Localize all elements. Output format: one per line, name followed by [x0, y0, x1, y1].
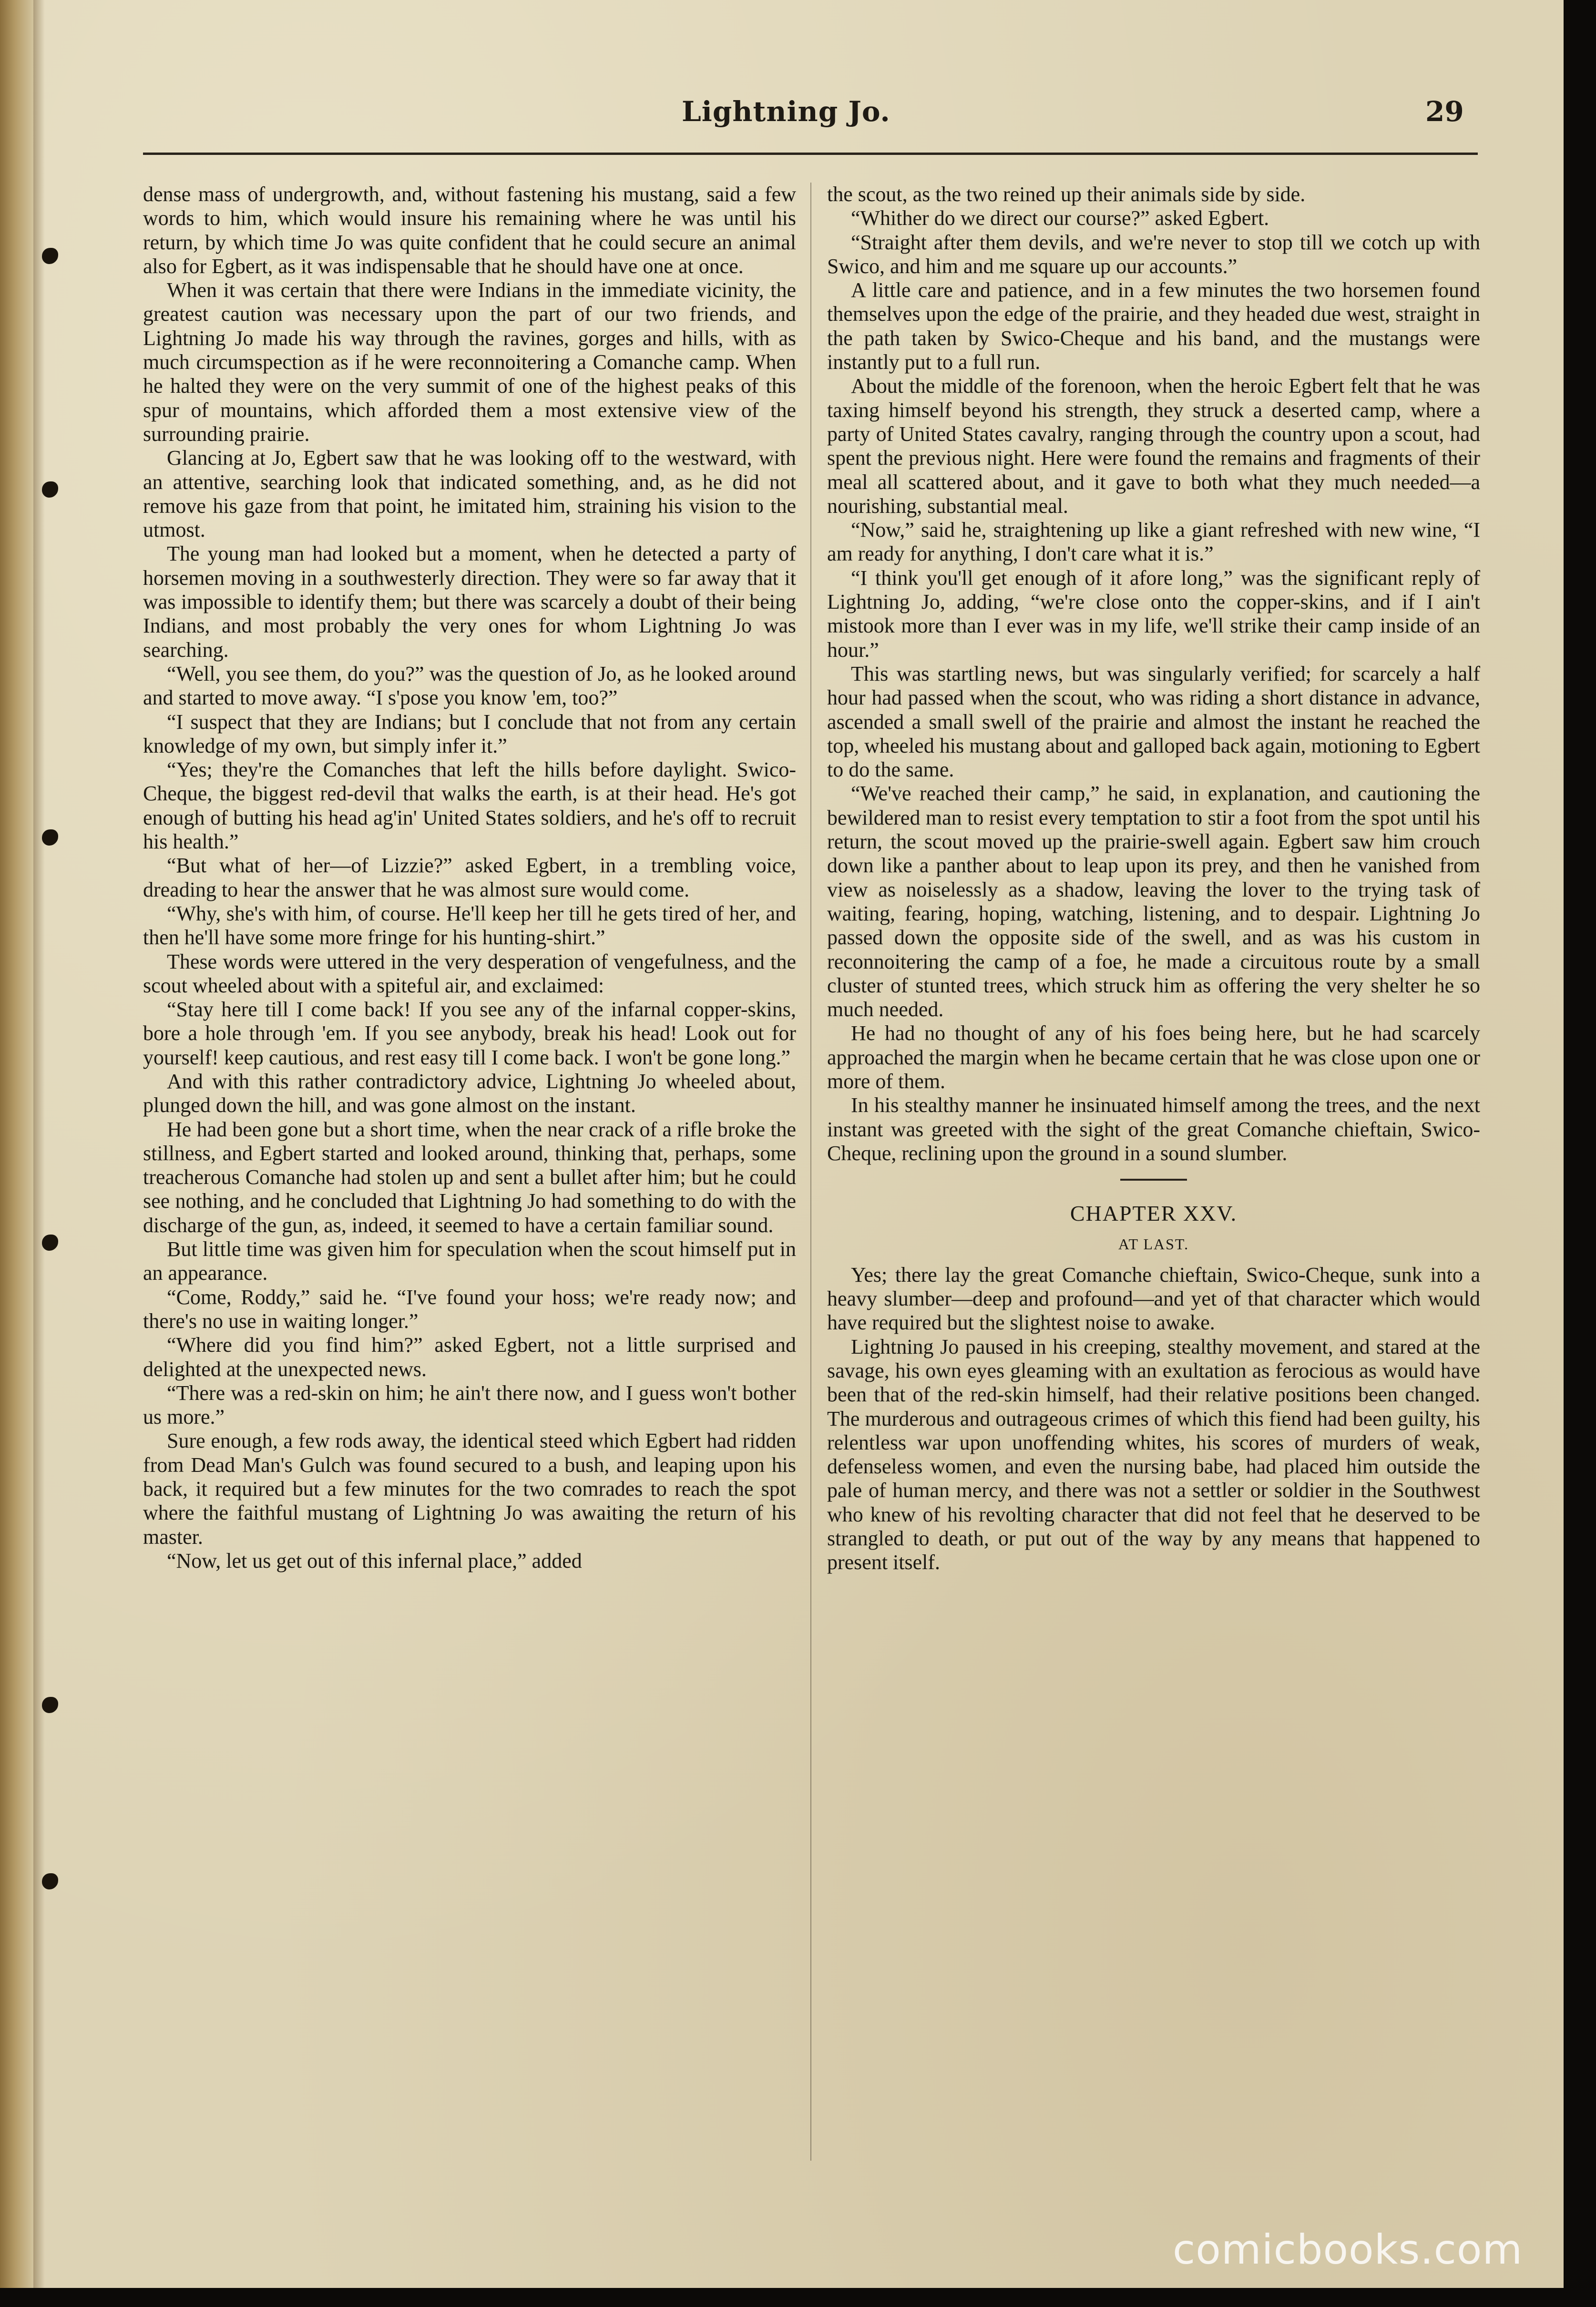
left-column [143, 183, 796, 2151]
paragraph: “We've reached their camp,” he said, in explanation, and cautioning the bewildered man to resist every temptation to stir a foot from the spot until his return, the scout moved up the prairie-swell again. Egbert saw him crouch down like a panther about to leap upon its prey, and then he vanished from view as noiselessly as a shadow, leaving the lover to the trying task of waiting, fearing, hoping, watching, listening, and to despair. Lightning Jo passed down the opposite side of the swell, and as was his custom in reconnoitering the camp of a foe, he made a circuitous route by a small cluster of stunted trees, which struck him as offering the very shelter he so much needed. [827, 782, 1480, 1021]
paragraph: dense mass of undergrowth, and, without fastening his mustang, said a few words to him, which would insure his remaining where he was until his return, by which time Jo was quite confident that he could secure an animal also for Egbert, as it was indispensable that he should have one at once. [143, 183, 796, 278]
paragraph: The young man had looked but a moment, when he detected a party of horsemen moving in a southwesterly direction. They were so far away that it was impossible to identify them; but there was scarcely a doubt of their being Indians, and most probably the very ones for whom Lightning Jo was searching. [143, 542, 796, 662]
paragraph: Glancing at Jo, Egbert saw that he was looking off to the westward, with an attentive, searching look that indicated something, and, as he did not remove his gaze from that point, he imitated him, straining his vision to the utmost. [143, 446, 796, 542]
paragraph: “Now,” said he, straightening up like a giant refreshed with new wine, “I am ready for anything, I don't care what it is.” [827, 518, 1480, 566]
column-divider [810, 183, 811, 2161]
section-divider [1120, 1179, 1187, 1181]
chapter-heading: CHAPTER XXV. [1070, 1201, 1238, 1226]
page-number: 29 [1425, 95, 1464, 128]
paragraph: This was startling news, but was singularly verified; for scarcely a half hour had passed when the scout, who was riding a short distance in advance, ascended a small swell of the prairie and almost the instant he reached the top, wheeled his mustang about and galloped back again, motioning to Egbert to do the same. [827, 662, 1480, 782]
binding-shadow [33, 0, 45, 2288]
binding-hole [42, 1873, 58, 1889]
running-title: Lightning Jo. [682, 95, 890, 128]
page-left-edge [0, 0, 33, 2288]
paragraph: He had no thought of any of his foes being here, but he had scarcely approached the margin when he became certain that he was close upon one or more of them. [827, 1021, 1480, 1093]
binding-hole [42, 829, 58, 846]
binding-hole [42, 1697, 58, 1713]
page-header [143, 95, 1478, 148]
paragraph: “But what of her—of Lizzie?” asked Egbert, in a trembling voice, dreading to hear the answer that he was almost sure would come. [143, 854, 796, 901]
paragraph: “Stay here till I come back! If you see any of the infarnal copper-skins, bore a hole through 'em. If you see anybody, break his head! Look out for yourself! keep cautious, and rest easy till I come back. I won't be gone long.” [143, 998, 796, 1069]
paragraph: These words were uttered in the very desperation of vengefulness, and the scout wheeled about with a spiteful air, and exclaimed: [143, 949, 796, 997]
paragraph: About the middle of the forenoon, when the heroic Egbert felt that he was taxing himself beyond his strength, they struck a deserted camp, where a party of United States cavalry, ranging through the country upon a scout, had spent the previous night. Here were found the remains and fragments of their meal all scattered about, and it gave to both what they much needed—a nourishing, substantial meal. [827, 374, 1480, 518]
binding-hole [42, 248, 58, 264]
paragraph: “There was a red-skin on him; he ain't there now, and I guess won't bother us more.” [143, 1381, 796, 1429]
right-column [827, 183, 1480, 2151]
chapter-subtitle: AT LAST. [1118, 1235, 1189, 1253]
paragraph: “Well, you see them, do you?” was the question of Jo, as he looked around and started to move away. “I s'pose you know 'em, too?” [143, 662, 796, 710]
paragraph: Yes; there lay the great Comanche chieftain, Swico-Cheque, sunk into a heavy slumber—deep and profound—and yet of that character which would have required but the slightest noise to awake. [827, 1263, 1480, 1335]
binding-hole [42, 481, 58, 498]
paragraph: Sure enough, a few rods away, the identical steed which Egbert had ridden from Dead Man's Gulch was found secured to a bush, and leaping upon his back, it required but a few minutes for the two comrades to reach the spot where the faithful mustang of Lightning Jo was awaiting the return of his master. [143, 1429, 796, 1549]
paragraph: He had been gone but a short time, when the near crack of a rifle broke the stillness, and Egbert started and looked around, thinking that, perhaps, some treacherous Comanche had stolen up and sent a bullet after him; but he could see nothing, and he concluded that Lightning Jo had something to do with the discharge of the gun, as, indeed, it seemed to have a certain familiar sound. [143, 1117, 796, 1237]
paragraph: A little care and patience, and in a few minutes the two horsemen found themselves upon the edge of the prairie, and they headed due west, straight in the path taken by Swico-Cheque and his band, and the mustangs were instantly put to a full run. [827, 278, 1480, 374]
paragraph: “I think you'll get enough of it afore long,” was the significant reply of Lightning Jo, adding, “we're close onto the copper-skins, and if I ain't mistook more than I ever was in my life, we'll strike their camp inside of an hour.” [827, 566, 1480, 662]
paragraph: “Now, let us get out of this infernal place,” added [167, 1549, 582, 1572]
binding-hole [42, 1235, 58, 1251]
paragraph: Lightning Jo paused in his creeping, stealthy movement, and stared at the savage, his own eyes gleaming with an exultation as ferocious as would have been that of the red-skin himself, had their relative positions been changed. The murderous and outrageous crimes of which this fiend had been guilty, his relentless war upon unoffending whites, his scores of murders of weak, defenseless women, and even the nursing babe, had placed him outside the pale of human mercy, and there was not a settler or soldier in the Southwest who knew of his revolting character that did not feel that he deserved to be strangled to death, or put out of the way by any means that happened to present itself. [827, 1335, 1480, 1574]
paragraph: And with this rather contradictory advice, Lightning Jo wheeled about, plunged down the hill, and was gone almost on the instant. [143, 1069, 796, 1117]
paragraph: “Where did you find him?” asked Egbert, not a little surprised and delighted at the unexpected news. [143, 1333, 796, 1381]
paragraph: the scout, as the two reined up their animals side by side. [827, 183, 1306, 206]
paragraph: When it was certain that there were Indians in the immediate vicinity, the greatest caution was necessary upon the part of our two friends, and Lightning Jo made his way through the ravines, gorges and hills, with as much circumspection as if he were reconnoitering a Comanche camp. When he halted they were on the very summit of one of the highest peaks of this spur of mountains, which afforded them a most extensive view of the surrounding prairie. [143, 278, 796, 446]
paragraph: “Come, Roddy,” said he. “I've found your hoss; we're ready now; and there's no use in waiting longer.” [143, 1285, 796, 1333]
paragraph: “Whither do we direct our course?” asked Egbert. [851, 206, 1269, 230]
paragraph: In his stealthy manner he insinuated himself among the trees, and the next instant was greeted with the sight of the great Comanche chieftain, Swico-Cheque, reclining upon the ground in a sound slumber. [827, 1093, 1480, 1165]
header-rule [143, 153, 1478, 155]
paragraph: “Why, she's with him, of course. He'll keep her till he gets tired of her, and then he'll have some more fringe for his hunting-shirt.” [143, 901, 796, 949]
paragraph: “Yes; they're the Comanches that left the hills before daylight. Swico-Cheque, the biggest red-devil that walks the earth, is at their head. He's got enough of butting his head ag'in' United States soldiers, and he's off to recruit his health.” [143, 758, 796, 854]
paragraph: But little time was given him for speculation when the scout himself put in an appearance. [143, 1237, 796, 1285]
paragraph: “I suspect that they are Indians; but I conclude that not from any certain knowledge of my own, but simply infer it.” [143, 710, 796, 757]
paragraph: “Straight after them devils, and we're never to stop till we cotch up with Swico, and him and me square up our accounts.” [827, 230, 1480, 278]
site-watermark: comicbooks.com [1173, 2226, 1523, 2274]
